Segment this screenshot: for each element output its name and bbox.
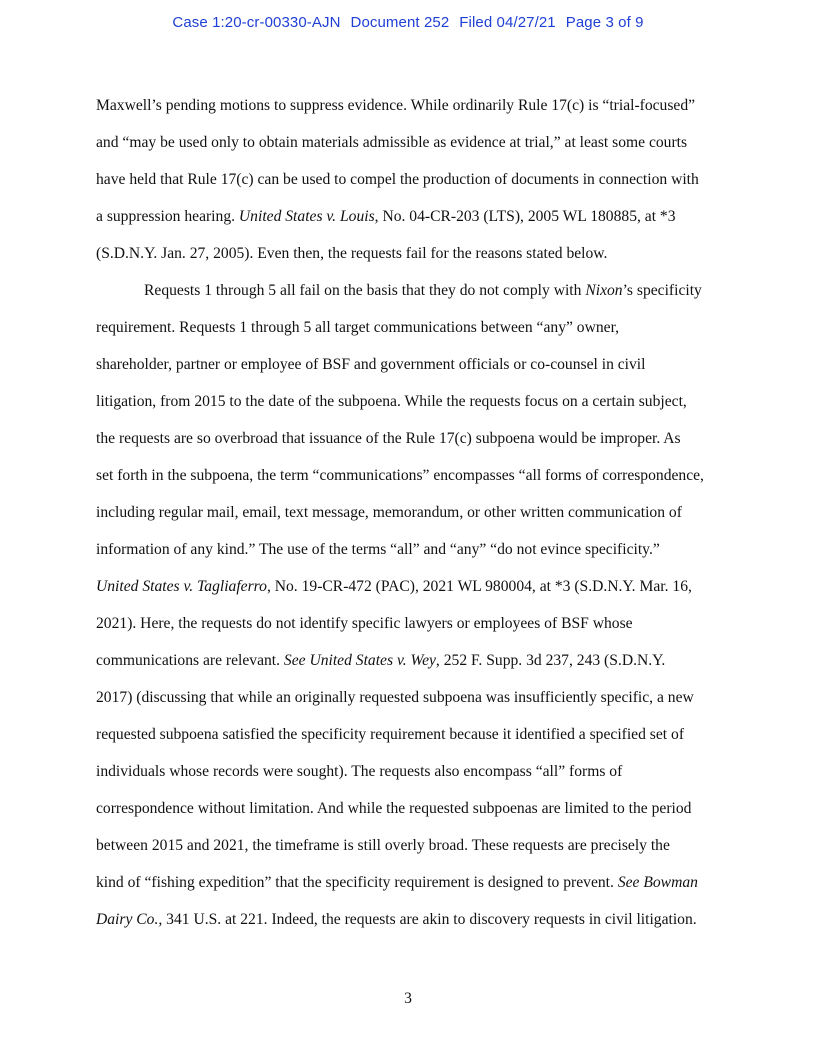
text-segment: information of any kind.” The use of the terms “all” and “any” “do not evince specificity.” [96, 541, 660, 558]
text-segment: , No. 19-CR-472 (PAC), 2021 WL 980004, at *3 (S.D.N.Y. Mar. 16, [266, 578, 692, 595]
text-line [96, 355, 645, 375]
document-number: Document 252 [350, 14, 450, 31]
text-segment: set forth in the subpoena, the term “communications” encompasses “all forms of correspondence, [96, 467, 704, 484]
text-line [96, 466, 704, 486]
text-segment: kind of “fishing expedition” that the specificity requirement is designed to prevent. [96, 874, 618, 891]
text-segment: , No. 04-CR-203 (LTS), 2005 WL 180885, at *3 [374, 208, 676, 225]
text-line [96, 96, 695, 116]
case-header [0, 14, 816, 31]
text-line [96, 318, 619, 338]
text-line [96, 503, 682, 523]
text-line [96, 170, 699, 190]
text-line [96, 910, 697, 930]
text-segment: litigation, from 2015 to the date of the subpoena. While the requests focus on a certain subject, [96, 393, 687, 410]
text-line [96, 133, 687, 153]
text-segment: between 2015 and 2021, the timeframe is still overly broad. These requests are precisely the [96, 837, 670, 854]
text-line [96, 429, 681, 449]
text-segment: the requests are so overbroad that issuance of the Rule 17(c) subpoena would be improper. As [96, 430, 681, 447]
text-segment: 2021). Here, the requests do not identify specific lawyers or employees of BSF whose [96, 615, 633, 632]
text-segment: including regular mail, email, text message, memorandum, or other written communication of [96, 504, 682, 521]
text-line [96, 836, 670, 856]
text-segment: (S.D.N.Y. Jan. 27, 2005). Even then, the requests fail for the reasons stated below. [96, 245, 608, 262]
case-citation: See Bowman [617, 874, 698, 891]
text-segment: ’s specificity [622, 282, 702, 299]
text-segment: , 252 F. Supp. 3d 237, 243 (S.D.N.Y. [435, 652, 666, 669]
page-indicator: Page 3 of 9 [565, 14, 644, 31]
text-segment: 341 U.S. at 221. Indeed, the requests are akin to discovery requests in civil litigation. [162, 911, 697, 928]
text-segment: shareholder, partner or employee of BSF and government officials or co-counsel in civil [96, 356, 646, 373]
text-segment: have held that Rule 17(c) can be used to compel the production of documents in connection with [96, 171, 699, 188]
text-line [144, 281, 702, 301]
text-line [96, 614, 633, 634]
text-line [96, 577, 692, 597]
filed-date: Filed 04/27/21 [459, 14, 556, 31]
text-line [96, 725, 684, 745]
case-citation: Nixon [585, 282, 623, 299]
text-line [96, 762, 622, 782]
case-citation: Dairy Co., [96, 911, 163, 928]
text-line [96, 651, 665, 671]
text-segment: requirement. Requests 1 through 5 all target communications between “any” owner, [96, 319, 620, 336]
text-segment: a suppression hearing. [96, 208, 239, 225]
text-segment: and “may be used only to obtain materials admissible as evidence at trial,” at least some courts [96, 134, 688, 151]
text-line [96, 207, 676, 227]
text-segment: 2017) (discussing that while an originally requested subpoena was insufficiently specific, a new [96, 689, 694, 706]
text-line [96, 244, 607, 264]
text-line [96, 392, 687, 412]
text-segment: communications are relevant. [96, 652, 284, 669]
text-line [96, 540, 660, 560]
text-segment: correspondence without limitation. And while the requested subpoenas are limited to the period [96, 800, 692, 817]
text-segment: requested subpoena satisfied the specificity requirement because it identified a specified set of [96, 726, 685, 743]
page-number: 3 [404, 990, 412, 1007]
text-segment: individuals whose records were sought). The requests also encompass “all” forms of [96, 763, 623, 780]
case-number: Case 1:20-cr-00330-AJN [172, 14, 341, 31]
text-line [96, 799, 691, 819]
case-citation: United States v. Tagliaferro [96, 578, 267, 595]
text-segment: Maxwell’s pending motions to suppress evidence. While ordinarily Rule 17(c) is “trial-focused” [96, 97, 696, 114]
case-citation: United States v. Louis [238, 208, 375, 225]
case-citation: See United States v. Wey [283, 652, 436, 669]
text-segment: Requests 1 through 5 all fail on the basis that they do not comply with [144, 282, 586, 299]
text-line [96, 873, 698, 893]
text-line [96, 688, 694, 708]
